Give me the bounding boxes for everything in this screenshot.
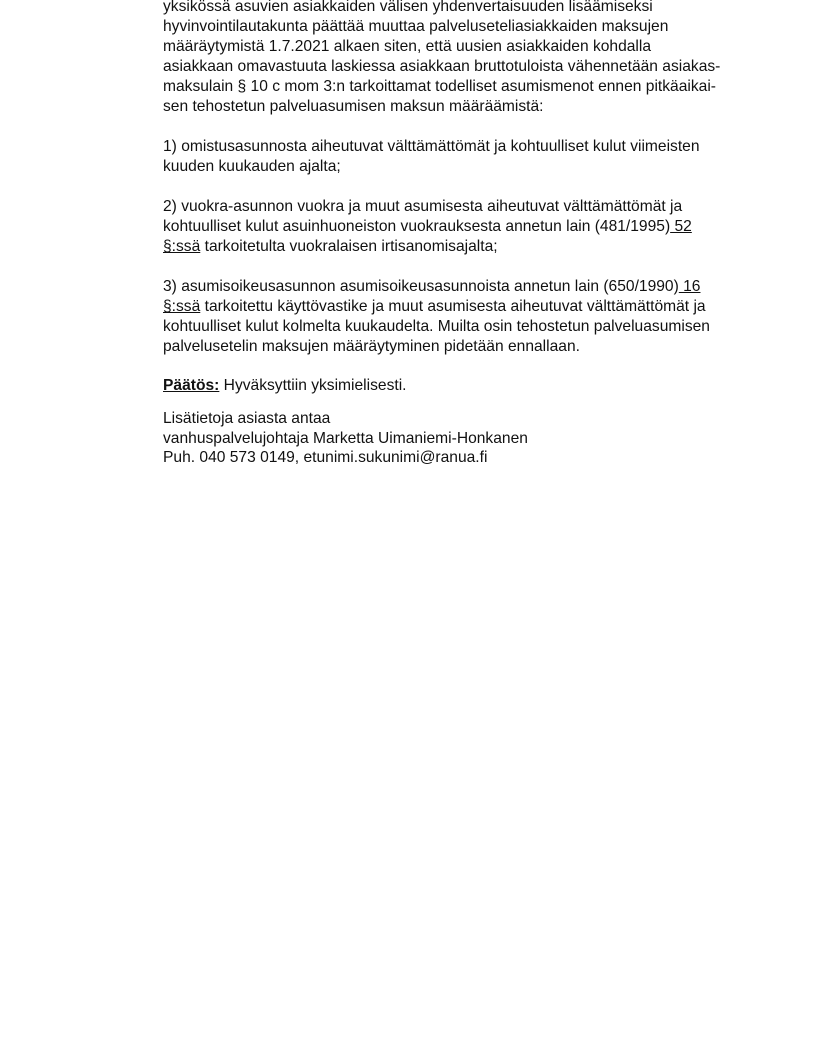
intro-line: määräytymistä 1.7.2021 alkaen siten, että uusien asiakkaiden kohdalla bbox=[163, 38, 652, 55]
intro-line: maksulain § 10 c mom 3:n tarkoittamat todelliset asumismenot ennen pitkäaikai- bbox=[163, 78, 716, 95]
paragraph-spacer bbox=[163, 357, 753, 376]
list-item-3-line bbox=[163, 297, 753, 317]
intro-line: hyvinvointilautakunta päättää muuttaa palveluseteliasiakkaiden maksujen bbox=[163, 18, 669, 35]
list-item-1 bbox=[163, 137, 753, 177]
list-item-2-line bbox=[163, 237, 753, 257]
intro-paragraph bbox=[163, 0, 753, 117]
list-item-2-line bbox=[163, 217, 753, 237]
list-item-2-line: 2) vuokra-asunnon vuokra ja muut asumisesta aiheutuvat välttämättömät ja bbox=[163, 198, 683, 215]
list-item-3-line bbox=[163, 277, 753, 297]
list-item-3-text: tarkoitettu käyttövastike ja muut asumisesta aiheutuvat välttämättömät ja bbox=[200, 298, 706, 315]
decision-text: Hyväksyttiin yksimielisesti. bbox=[219, 377, 407, 394]
list-item-2-text: tarkoitetulta vuokralaisen irtisanomisajalta; bbox=[200, 238, 498, 255]
paragraph-spacer bbox=[163, 396, 753, 409]
intro-line: yksikössä asuvien asiakkaiden välisen yhdenvertaisuuden lisäämiseksi bbox=[163, 0, 653, 15]
law-section-link[interactable]: §:ssä bbox=[163, 298, 201, 315]
list-item-3 bbox=[163, 277, 753, 357]
document-body bbox=[163, 0, 753, 468]
list-item-1-line: 1) omistusasunnosta aiheutuvat välttämättömät ja kohtuulliset kulut viimeisten bbox=[163, 138, 700, 155]
contact-intro: Lisätietoja asiasta antaa bbox=[163, 410, 331, 427]
contact-person: vanhuspalvelujohtaja Marketta Uimaniemi-Honkanen bbox=[163, 429, 528, 447]
paragraph-spacer bbox=[163, 177, 753, 197]
list-item-1-line: kuuden kuukauden ajalta; bbox=[163, 158, 341, 175]
decision-label: Päätös: bbox=[163, 377, 220, 394]
list-item-2 bbox=[163, 197, 753, 257]
law-section-link[interactable]: §:ssä bbox=[163, 238, 201, 255]
list-item-3-text: 3) asumisoikeusasunnon asumisoikeusasunnoista annetun lain (650/1990) bbox=[163, 278, 679, 295]
law-section-link[interactable]: 16 bbox=[678, 278, 701, 295]
list-item-2-text: kohtuulliset kulut asuinhuoneiston vuokrauksesta annetun lain (481/1995) bbox=[163, 218, 671, 235]
contact-phone-email: Puh. 040 573 0149, etunimi.sukunimi@ranua.fi bbox=[163, 449, 488, 466]
contact-block bbox=[163, 409, 753, 468]
decision-paragraph bbox=[163, 376, 753, 396]
law-section-link[interactable]: 52 bbox=[670, 218, 692, 235]
paragraph-spacer bbox=[163, 257, 753, 277]
paragraph-spacer bbox=[163, 117, 753, 137]
intro-line: sen tehostetun palveluasumisen maksun määräämistä: bbox=[163, 98, 544, 115]
decision-line bbox=[163, 376, 753, 396]
intro-line: asiakkaan omavastuuta laskiessa asiakkaan bruttotuloista vähennetään asiakas- bbox=[163, 58, 721, 75]
list-item-3-line: palvelusetelin maksujen määräytyminen pidetään ennallaan. bbox=[163, 338, 580, 355]
list-item-3-line: kohtuulliset kulut kolmelta kuukaudelta. Muilta osin tehostetun palveluasumisen bbox=[163, 318, 710, 335]
